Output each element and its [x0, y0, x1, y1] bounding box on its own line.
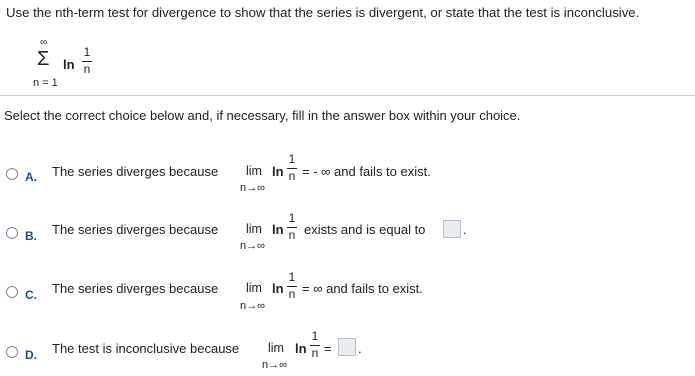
fraction-numerator: 1	[288, 152, 296, 166]
option-fraction	[287, 211, 297, 247]
function-label: ln	[272, 281, 284, 296]
choice-letter: A.	[25, 170, 37, 184]
choice-letter: C.	[25, 288, 37, 302]
series-upper-limit: ∞	[40, 37, 48, 48]
limit-label: lim	[246, 164, 262, 178]
section-divider	[0, 95, 695, 96]
limit-subscript: n→∞	[240, 240, 265, 252]
choice-text: The series diverges because	[52, 281, 219, 296]
choice-tail-text: = ∞ and fails to exist.	[302, 281, 423, 296]
limit-label: lim	[268, 341, 284, 355]
period-mark: .	[358, 341, 362, 356]
fraction-denominator: n	[288, 287, 296, 301]
radio-button-b[interactable]	[6, 227, 18, 239]
limit-label: lim	[246, 222, 262, 236]
series-function: ln	[63, 57, 75, 72]
choice-letter: B.	[25, 229, 37, 243]
period-mark: .	[463, 222, 467, 237]
function-label: ln	[272, 222, 284, 237]
series-fraction	[82, 45, 92, 81]
limit-subscript: n→∞	[240, 300, 265, 312]
limit-subscript: n→∞	[262, 359, 287, 371]
choice-text: The series diverges because	[52, 164, 219, 179]
radio-button-c[interactable]	[6, 286, 18, 298]
option-fraction	[287, 270, 297, 306]
fraction-numerator: 1	[288, 270, 296, 284]
choice-tail-text: exists and is equal to	[304, 222, 426, 237]
series-numerator: 1	[83, 45, 91, 59]
option-fraction	[310, 329, 320, 365]
function-label: ln	[295, 341, 307, 356]
function-label: ln	[272, 164, 284, 179]
series-lower-limit: n = 1	[33, 77, 58, 89]
option-fraction	[287, 152, 297, 188]
limit-label: lim	[246, 281, 262, 295]
choice-text: The series diverges because	[52, 222, 219, 237]
sigma-symbol: Σ	[37, 48, 50, 70]
radio-button-a[interactable]	[6, 168, 18, 180]
series-denominator: n	[83, 62, 91, 76]
fraction-denominator: n	[311, 346, 319, 360]
radio-button-d[interactable]	[6, 346, 18, 358]
choice-tail-text: = - ∞ and fails to exist.	[302, 164, 431, 179]
fraction-denominator: n	[288, 169, 296, 183]
choice-tail-text: =	[324, 341, 332, 356]
answer-box-b[interactable]	[443, 220, 461, 238]
fraction-denominator: n	[288, 228, 296, 242]
limit-subscript: n→∞	[240, 182, 265, 194]
fraction-numerator: 1	[288, 211, 296, 225]
fraction-numerator: 1	[311, 329, 319, 343]
answer-box-d[interactable]	[338, 338, 356, 356]
choice-text: The test is inconclusive because	[52, 341, 240, 356]
question-text: Use the nth-term test for divergence to show that the series is divergent, or state that the test is inconclusive.	[6, 5, 640, 20]
choice-letter: D.	[25, 348, 37, 362]
instruction-text: Select the correct choice below and, if necessary, fill in the answer box within your choice.	[4, 108, 521, 123]
